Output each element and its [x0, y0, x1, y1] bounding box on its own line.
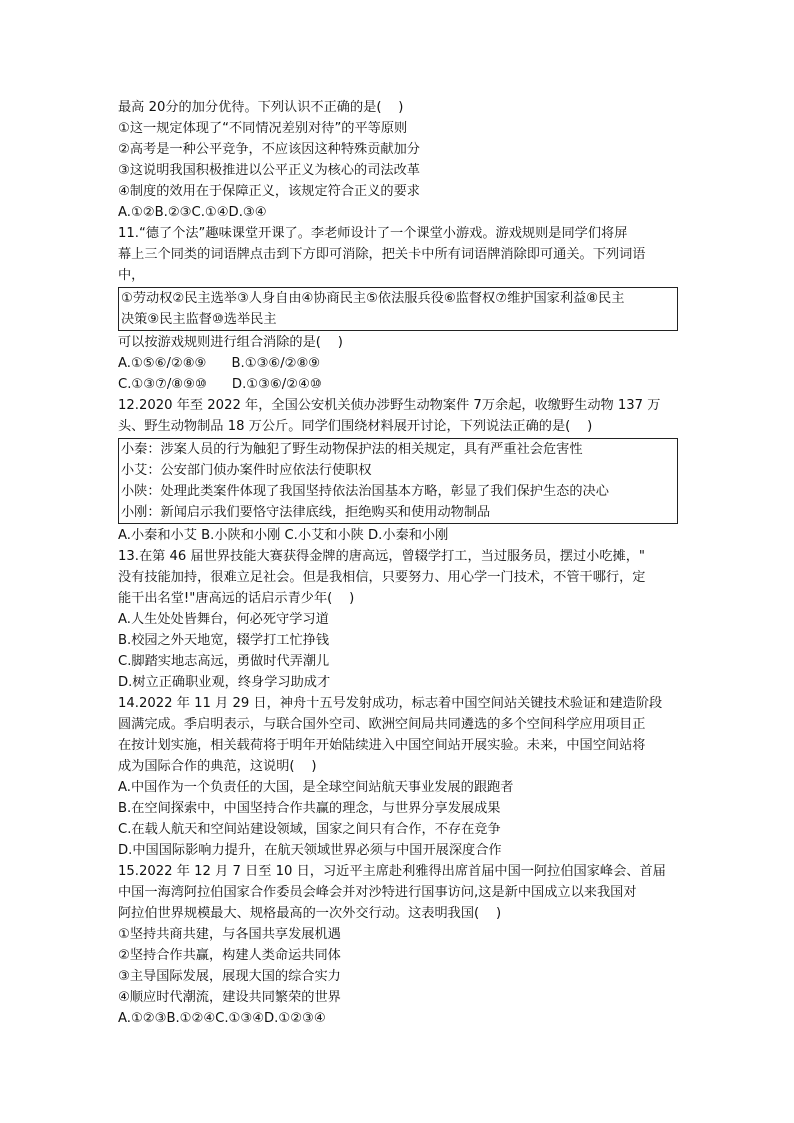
question-11-options-cd: C.①③⑦/⑧⑨⑩ D.①③⑥/②④⑩ — [118, 377, 322, 392]
question-12 — [118, 395, 678, 546]
question-12-options: A.小秦和小艾 B.小陕和小刚 C.小艾和小陕 D.小秦和小刚 — [118, 528, 449, 543]
question-10-item-4: ④制度的效用在于保障正义，该规定符合正义的要求 — [118, 184, 420, 199]
question-11-question: 可以按游戏规则进行组合消除的是( ) — [118, 335, 343, 350]
question-10-item-1: ①这一规定体现了“不同情况差别对待”的平等原则 — [118, 121, 408, 136]
exam-page — [118, 97, 678, 1029]
question-11-box-line-1: ①劳动权②民主选举③人身自由④协商民主⑤依法服兵役⑥监督权⑦维护国家利益⑧民主 — [121, 291, 625, 306]
question-12-box-line-1: 小秦：涉案人员的行为触犯了野生动物保护法的相关规定，具有严重社会危害性 — [121, 442, 583, 457]
question-10-options: A.①②B.②③C.①④D.③④ — [118, 205, 267, 220]
question-14 — [118, 693, 678, 861]
question-12-box-line-4: 小刚：新闻启示我们要恪守法律底线，拒绝购买和使用动物制品 — [121, 505, 491, 520]
question-12-box-line-2: 小艾：公安部门侦办案件时应依法行使职权 — [121, 463, 372, 478]
question-10-stem: 最高 20分的加分优待。下列认识不正确的是( ) — [118, 100, 404, 115]
question-10-item-3: ③这说明我国积极推进以公平正义为核心的司法改革 — [118, 163, 420, 178]
question-13-option-d: D.树立正确职业观，终身学习助成才 — [118, 675, 331, 690]
question-11 — [118, 223, 678, 395]
question-11-stem-line-3: 中， — [118, 268, 145, 283]
question-15-item-1: ①坚持共商共建，与各国共享发展机遇 — [118, 927, 341, 942]
question-13 — [118, 546, 678, 693]
question-12-discussion-box — [118, 438, 678, 524]
question-14-stem-line-3: 在按计划实施，相关载荷将于明年开始陆续进入中国空间站开展实验。未来，中国空间站将 — [118, 738, 646, 753]
question-13-stem-line-3: 能干出名堂!"唐高远的话启示青少年( ) — [118, 591, 355, 606]
question-14-stem-line-4: 成为国际合作的典范，这说明( ) — [118, 759, 317, 774]
question-10 — [118, 97, 678, 223]
question-15-options: A.①②③B.①②④C.①③④D.①②③④ — [118, 1011, 326, 1026]
question-15-item-3: ③主导国际发展，展现大国的综合实力 — [118, 969, 341, 984]
question-15-item-2: ②坚持合作共赢，构建人类命运共同体 — [118, 948, 341, 963]
question-13-option-b: B.校园之外天地宽，辍学打工忙挣钱 — [118, 633, 330, 648]
question-11-word-box — [118, 287, 678, 331]
question-12-stem-line-1: 12.2020 年至 2022 年，全国公安机关侦办涉野生动物案件 7万余起，收缴野生动物 137 万 — [118, 398, 661, 413]
question-15-stem-line-2: 中国一海湾阿拉伯国家合作委员会峰会并对沙特进行国事访问,这是新中国成立以来我国对 — [118, 885, 637, 900]
question-15 — [118, 861, 678, 1029]
question-11-stem-line-2: 幕上三个同类的词语牌点击到下方即可消除，把关卡中所有词语牌消除即可通关。下列词语 — [118, 247, 646, 262]
question-14-option-d: D.中国国际影响力提升，在航天领域世界必须与中国开展深度合作 — [118, 843, 502, 858]
question-13-option-a: A.人生处处皆舞台，何必死守学习道 — [118, 612, 329, 627]
question-11-stem-line-1: 11.“德了个法”趣味课堂开课了。李老师设计了一个课堂小游戏。游戏规则是同学们将屏 — [118, 226, 628, 241]
question-13-stem-line-1: 13.在第 46 届世界技能大赛获得金牌的唐高远，曾辍学打工，当过服务员，摆过小吃摊，" — [118, 549, 645, 564]
question-11-options-ab: A.①⑤⑥/②⑧⑨ B.①③⑥/②⑧⑨ — [118, 356, 321, 371]
question-10-item-2: ②高考是一种公平竞争，不应该因这种特殊贡献加分 — [118, 142, 420, 157]
question-12-stem-line-2: 头、野生动物制品 18 万公斤。同学们围绕材料展开讨论，下列说法正确的是( ) — [118, 419, 593, 434]
question-14-stem-line-1: 14.2022 年 11 月 29 日，神舟十五号发射成功，标志着中国空间站关键技术验证和建造阶段 — [118, 696, 663, 711]
question-11-box-line-2: 决策⑨民主监督⑩选举民主 — [121, 312, 277, 327]
question-12-box-line-3: 小陕：处理此类案件体现了我国坚持依法治国基本方略，彰显了我们保护生态的决心 — [121, 484, 609, 499]
question-14-option-c: C.在载人航天和空间站建设领域，国家之间只有合作，不存在竞争 — [118, 822, 501, 837]
question-13-option-c: C.脚踏实地志高远，勇做时代弄潮儿 — [118, 654, 330, 669]
question-15-item-4: ④顺应时代潮流，建设共同繁荣的世界 — [118, 990, 341, 1005]
question-14-option-a: A.中国作为一个负责任的大国，是全球空间站航天事业发展的跟跑者 — [118, 780, 514, 795]
question-15-stem-line-3: 阿拉伯世界规模最大、规格最高的一次外交行动。这表明我国( ) — [118, 906, 502, 921]
question-14-option-b: B.在空间探索中，中国坚持合作共赢的理念，与世界分享发展成果 — [118, 801, 501, 816]
question-14-stem-line-2: 圆满完成。季启明表示，与联合国外空司、欧洲空间局共同遴选的多个空间科学应用项目正 — [118, 717, 646, 732]
question-15-stem-line-1: 15.2022 年 12 月 7 日至 10 日，习近平主席赴利雅得出席首届中国一阿拉伯国家峰会、首届 — [118, 864, 666, 879]
question-13-stem-line-2: 没有技能加持，很难立足社会。但是我相信，只要努力、用心学一门技术，不管干哪行，定 — [118, 570, 646, 585]
